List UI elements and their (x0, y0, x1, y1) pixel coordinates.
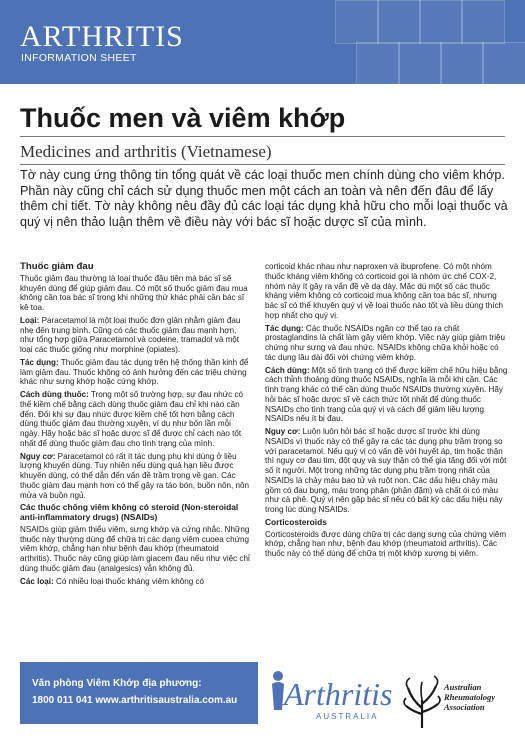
paragraph (20, 316, 252, 355)
label: Nguy cơ: (20, 451, 56, 461)
label: Tác dụng: (265, 323, 304, 333)
paragraph: Thuốc giảm đau thường là loại thuốc đầu tiên mà bác sĩ sẽ khuyên dùng để giúp giảm đau. Có một số thuốc giảm đau mua không cần toa bác sĩ trong khi những thứ khác phải cần bác sĩ kê toa. (20, 273, 248, 312)
text: Paracetamol là một loại thuốc đơn giản nhằm giảm đau nhẹ đến trung bình. Cũng có các thuốc giảm đau mạnh hơn, như tổng hợp giữa Paracetamol và codeine, tramadol và một loại các thuốc giống như morphine (opiates). (20, 315, 241, 354)
intro-paragraph: Tờ này cung ứng thông tin tổng quát về các loại thuốc men chính dùng cho viêm khớp. Phần này cũng chỉ cách sử dụng thuốc men một cách an toàn và nên đến đâu để lấy thêm chi tiết. Tờ này không nêu đầy đủ các loại tác dụng khả hữu cho mỗi loại thuốc và quý vị nên thảo luận thêm về điều này với bác sĩ hoặc dược sĩ của mình. (20, 168, 508, 229)
ara-logo (400, 662, 510, 732)
logo-wordmark: Arthritis (284, 676, 393, 712)
ara-line: Australian (444, 682, 482, 692)
divider (20, 136, 505, 137)
text: Một số tình trạng có thể được kiềm chế hữu hiệu bằng cách thỉnh thoảng dùng thuốc NSAIDs, nghĩa là mỗi khi cần. Các tình trạng khác có thể cần dùng thuốc NSAIDs thường xuyên. Hãy hỏi bác sĩ hoặc dược sĩ về cách thức tốt nhất để dùng thuốc NSAIDs cho tình trạng của quý vị và cách để giảm liều lượng NSAIDs nếu ít bị đau. (265, 365, 508, 424)
section-heading-nsaid: Các thuốc chống viêm không có steroid (Non-steroidal anti-inflammatory drugs) (NSAIDs) (20, 502, 239, 522)
paragraph (20, 452, 252, 501)
page-subtitle: Medicines and arthritis (Vietnamese) (20, 142, 272, 161)
label: Nguy cơ: (265, 427, 301, 436)
paragraph (20, 577, 252, 587)
paragraph: Corticosteroids được dùng chữa trị các dạng sưng của chứng viêm khớp, chẳng hạn như, bệnh đau khớp (rheumatoid arthritis). Các thuốc này có thể dùng để chữa trị một khớp xương bị viêm. (265, 529, 507, 558)
contact-label: Văn phòng Viêm Khớp địa phương: (32, 678, 202, 689)
tree-icon (400, 664, 444, 730)
section-heading-pain: Thuốc giảm đau (20, 261, 94, 272)
contact-box (20, 662, 258, 724)
text: Thuốc giảm đau tác dụng trên hệ thống thần kinh để làm giảm đau. Thuốc không có ảnh hưởng đến các triệu chứng khác như sưng khớp hoặc cứng khớp. (20, 357, 249, 387)
arthritis-australia-logo (268, 668, 393, 728)
text: Luôn luôn hỏi bác sĩ hoặc dược sĩ trước khi dùng NSAIDs vì thuốc này có thể gây ra các tác dụng phụ trầm trọng so với paracetamol. Nếu quý vị có vấn đề với huyết áp, tim hoặc thận thì nguy cơ đau tim, đột quỵ và suy thận có thể gia tăng đối với một số ít người. Một trong những tác dụng phụ trầm trọng nhất của NSAIDs là chảy máu bao tử và ruột non. Các dấu hiệu chảy máu gồm có đau bụng, máu trong phân (phân đặm) và chất ói có màu như cà phê. Quý vị nên gặp bác sĩ nếu có bất kỳ các dấu hiệu này trong lúc dùng NSAIDs. (265, 427, 507, 514)
header-banner (0, 0, 525, 84)
label: Loại: (20, 315, 40, 325)
ara-line: Rheumatology (444, 692, 496, 702)
text: Trong một số trường hợp, sự đau nhức có thể kiềm chế bằng cách dùng thuốc giảm đau chỉ khi nào cần đến. Đối khi sự đau nhức được kiềm chế tốt hơn bằng cách dùng thuốc giảm đau thường xuyên, ví dụ như bốn lần mỗi ngày. Hãy hoặc bác sĩ hoặc dược sĩ để được chỉ cách nào tốt nhất để dùng thuốc giảm đau cho tình trạng của mình. (20, 390, 243, 448)
paragraph (265, 366, 509, 425)
brand-title: ARTHRITIS (20, 20, 184, 53)
column-left (20, 262, 252, 589)
contact-details[interactable]: 1800 011 041 www.arthritisaustralia.com.au (32, 695, 238, 706)
decorative-squares (335, 0, 525, 84)
section-heading-corticosteroids: Corticosteroids (265, 516, 327, 527)
paragraph: NSAIDs giúp giảm thiểu viêm, sưng khớp và cứng nhắc. Những thuốc này thường dùng để chữa trị các dạng viêm cuoea chứng viêm khớp, chẳng hạn như bệnh đau khớp (rheumatoid arthritis). Thuốc này cũng giúp làm giacem đau nếu như việc chỉ dùng thuốc giảm đau (analgesics) vẫn không đủ. (20, 524, 250, 573)
logo-country: AUSTRALIA (316, 712, 379, 721)
paragraph (20, 390, 252, 449)
ara-line: Association (444, 702, 485, 712)
page-title: Thuốc men và viêm khớp (20, 103, 346, 133)
paragraph (265, 324, 509, 363)
label: Cách dùng: (265, 365, 310, 375)
ara-name (444, 682, 495, 712)
label: Cách dùng thuốc: (20, 390, 89, 399)
text: Có nhiều loại thuốc kháng viêm không có (53, 576, 205, 586)
paragraph (265, 427, 509, 515)
paragraph: corticoid khác nhau như naproxen và ibuprofene. Có một nhóm thuốc kháng viêm không có corticoid gọi là nhóm ức chế COX-2, nhóm này ít gây ra vấn đề về dạ dày. Mặc dù một số các thuốc kháng viêm không có corticoid mua không cần toa bác sĩ, nhưng bác sĩ có thể khuyên quý vị về loại thuốc nào tốt và liều dùng thích hợp nhất cho quý vị. (265, 262, 504, 320)
label: Các loại: (20, 576, 54, 586)
text: Các thuốc NSAIDs ngăn cơ thể tạo ra chất prostaglandins là chất làm gây viêm khớp. Việc này giúp giảm triệu chứng như sưng và đau nhức. NSAIDs không chữa khỏi hoặc có tác dụng lâu dài đối với chứng viêm khớp. (265, 323, 506, 362)
column-right (265, 262, 509, 562)
label: Tác dụng: (20, 357, 59, 367)
text: Paracetamol có rất ít tác dụng phụ khi dùng ở liều lượng khuyến dùng. Tuy nhiên nếu dùng quá hạn liều được khuyến dùng, có thể dẫn đến vấn đề trầm trọng về gan. Các thuốc giảm đau mạnh hơn có thể gây ra táo bón, buồn nôn, nôn mửa và buồn ngủ. (20, 451, 249, 500)
brand-subtitle: INFORMATION SHEET (21, 52, 137, 64)
divider (20, 164, 505, 165)
paragraph (20, 358, 252, 387)
